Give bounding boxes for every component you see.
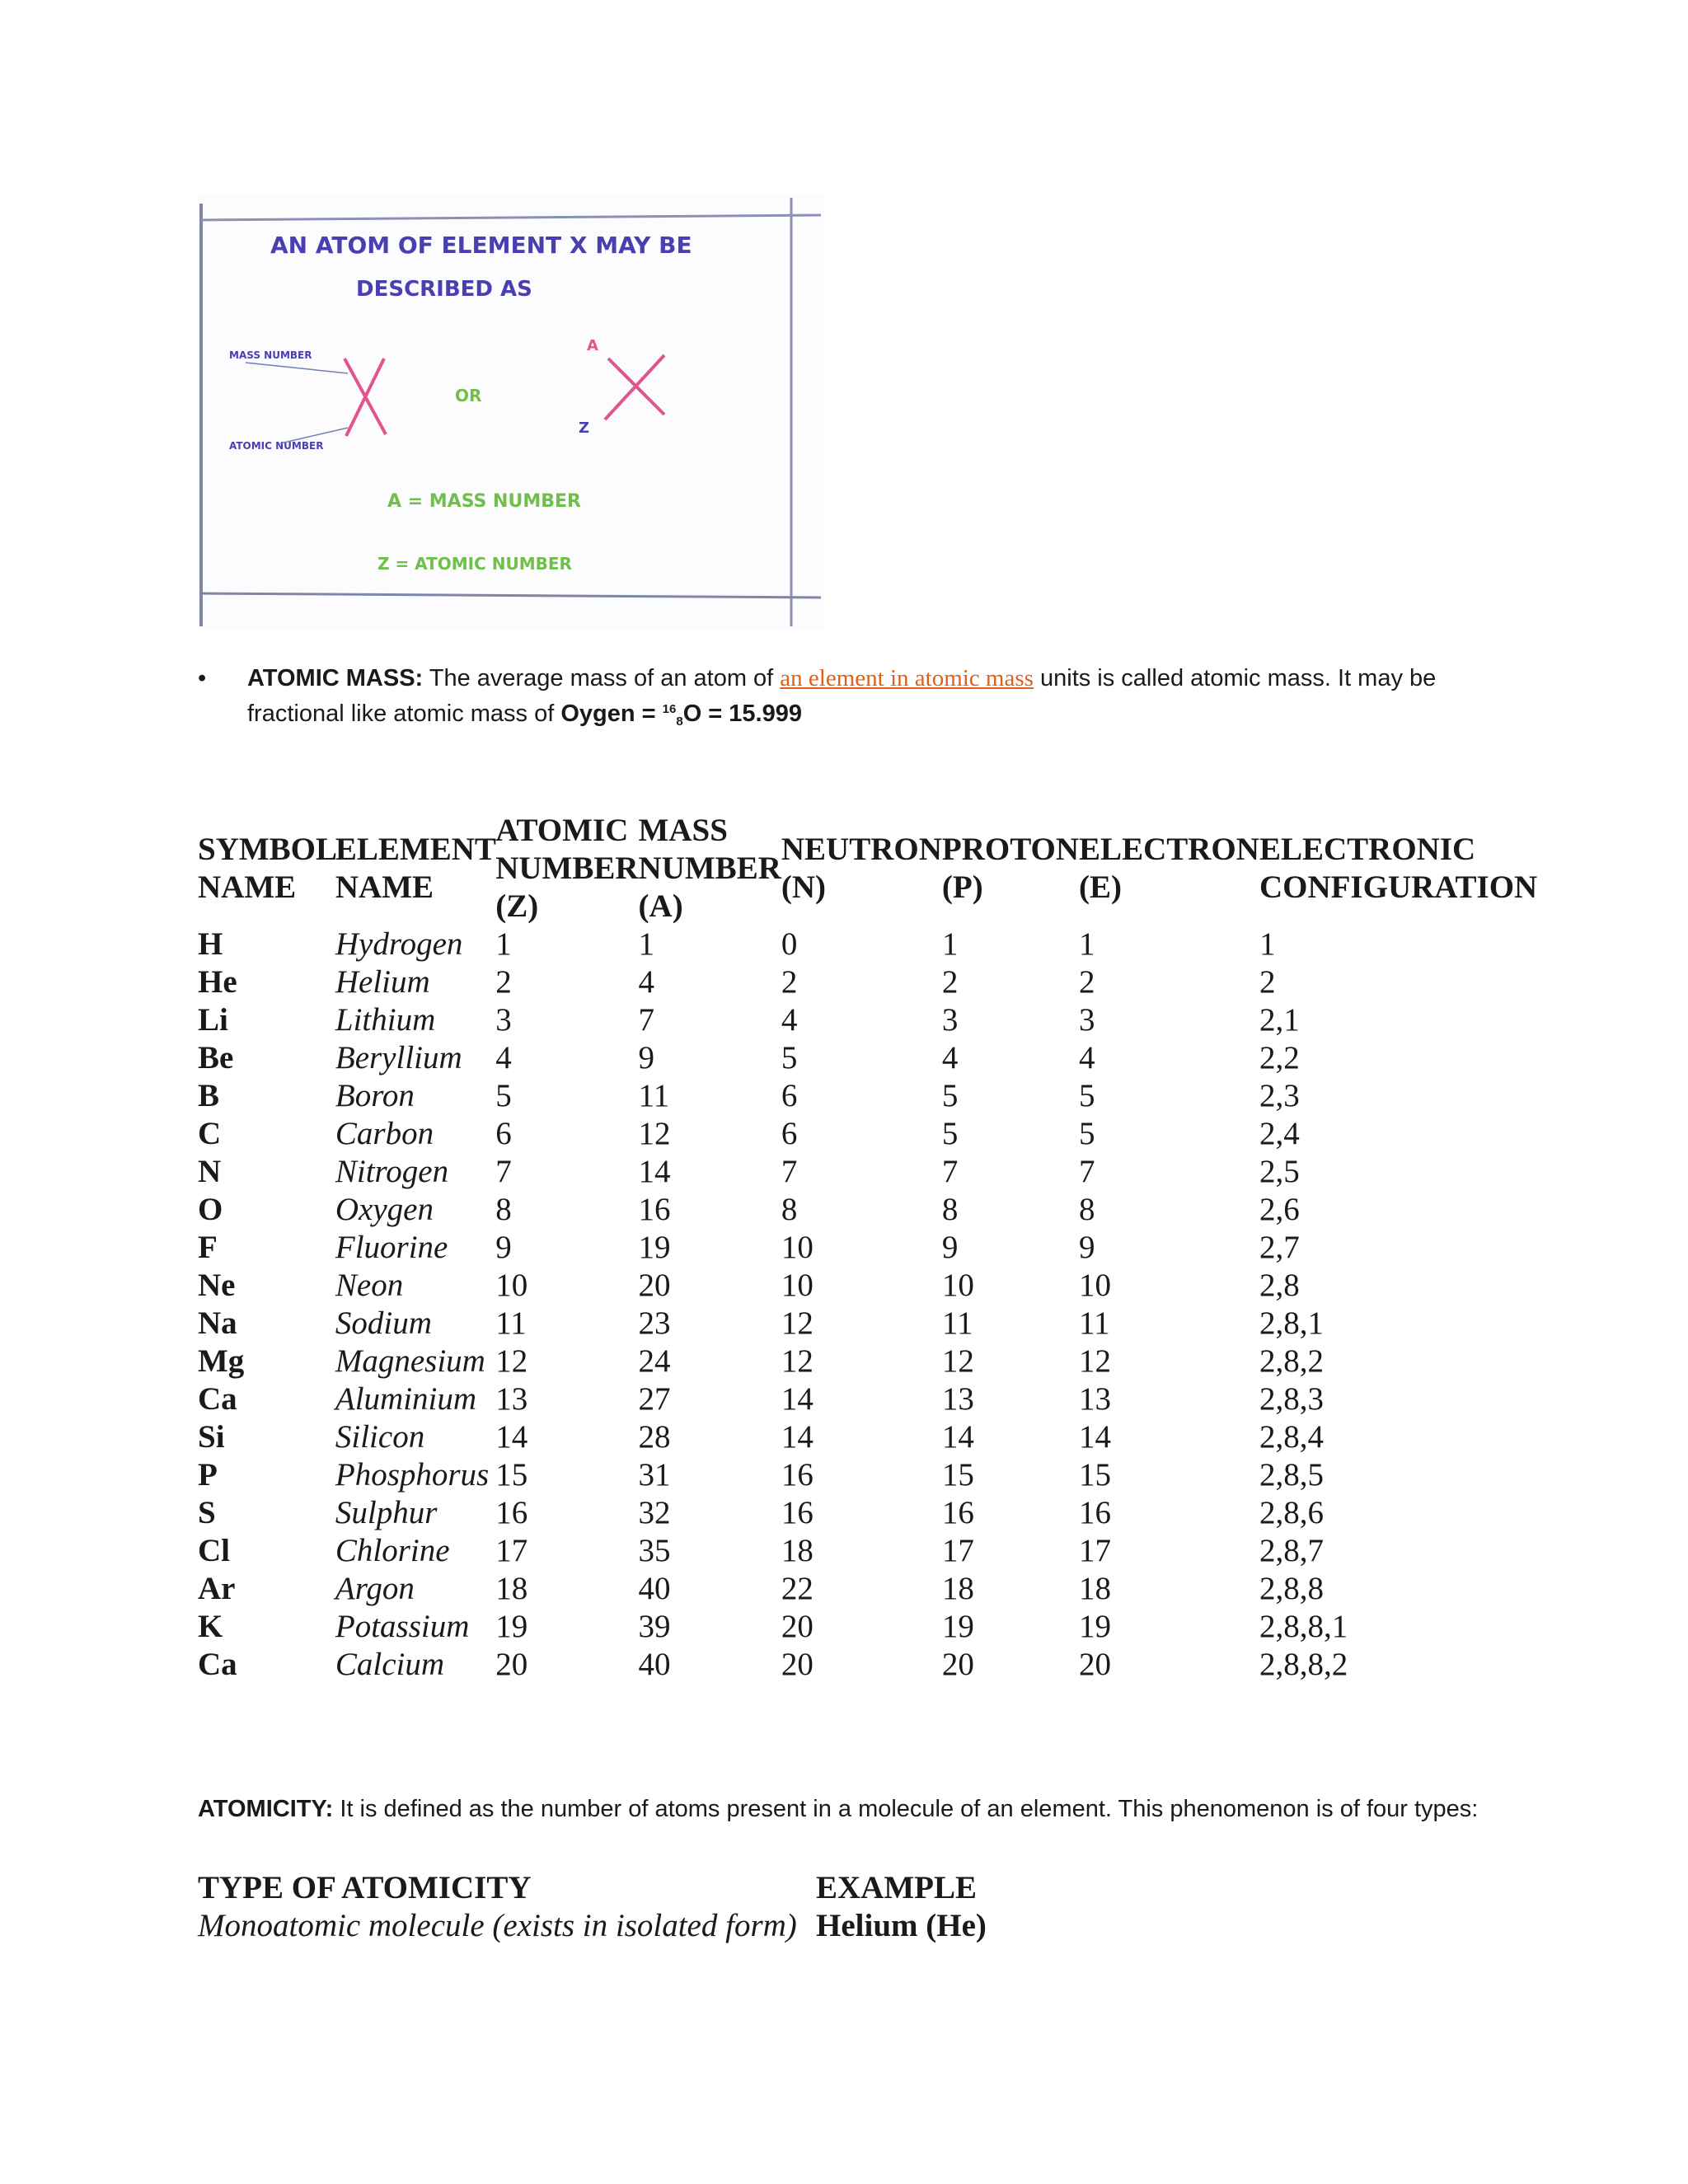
neutron-cell: 16 — [781, 1457, 814, 1493]
symbol-cell: Ca — [198, 1647, 237, 1682]
element-name-cell: Boron — [335, 1078, 415, 1113]
atomic-number-cell: 12 — [495, 1343, 528, 1379]
element-name-cell: Fluorine — [335, 1230, 448, 1265]
proton-cell: 9 — [941, 1230, 959, 1265]
electron-cell: 3 — [1079, 1002, 1095, 1038]
electron-cell: 19 — [1079, 1609, 1112, 1644]
configuration-cell: 2,1 — [1259, 1002, 1300, 1038]
proton-cell: 16 — [941, 1495, 974, 1530]
atomic-number-cell: 4 — [495, 1040, 512, 1076]
element-name-cell: Argon — [335, 1571, 415, 1606]
table-row — [198, 963, 1537, 1001]
mass-number-cell: 19 — [638, 1230, 671, 1265]
element-name-cell: Chlorine — [335, 1533, 450, 1568]
mass-number-cell: 40 — [638, 1647, 671, 1682]
element-name-cell: Neon — [335, 1268, 404, 1303]
table-row — [198, 1305, 1537, 1343]
mass-number-cell: 12 — [638, 1116, 671, 1151]
neutron-cell: 6 — [781, 1078, 798, 1113]
configuration-cell: 2,4 — [1259, 1116, 1300, 1151]
neutron-cell: 5 — [781, 1040, 798, 1076]
mass-number-cell: 20 — [638, 1268, 671, 1303]
table-row — [198, 1646, 1537, 1684]
element-name-cell: Phosphorus — [335, 1457, 490, 1493]
electron-cell: 8 — [1079, 1192, 1095, 1227]
table-row — [198, 1267, 1537, 1305]
mass-number-label: MASS NUMBER — [229, 349, 312, 361]
electron-cell: 11 — [1079, 1305, 1110, 1341]
atomicity-paragraph — [198, 1795, 1492, 1824]
symbol-cell: Ar — [198, 1571, 236, 1606]
mass-number-cell: 28 — [638, 1419, 671, 1455]
configuration-cell: 2,8,8,2 — [1259, 1647, 1348, 1682]
atomic-number-cell: 11 — [495, 1305, 527, 1341]
symbol-cell: Ne — [198, 1268, 236, 1303]
atomic-mass-paragraph — [247, 663, 1500, 737]
proton-cell: 2 — [941, 964, 959, 1000]
neutron-cell: 2 — [781, 964, 798, 1000]
proton-cell: 11 — [941, 1305, 973, 1341]
configuration-cell: 2,6 — [1259, 1192, 1300, 1227]
proton-cell: 13 — [941, 1381, 974, 1417]
table-row — [198, 1494, 1537, 1532]
table-row — [198, 1115, 1537, 1153]
table-row — [198, 1570, 1537, 1608]
atomic-number-cell: 8 — [495, 1192, 512, 1227]
element-table-body — [198, 926, 1537, 1684]
figure-headline: AN ATOM OF ELEMENT X MAY BE — [270, 232, 692, 259]
table-row — [198, 926, 1537, 963]
header-electron: ELECTRON (E) — [1079, 832, 1259, 905]
atomic-mass-heading: ATOMIC MASS: — [247, 665, 424, 691]
proton-cell: 15 — [941, 1457, 974, 1493]
proton-cell: 5 — [941, 1078, 959, 1113]
table-row — [198, 1229, 1537, 1267]
configuration-cell: 2,8 — [1259, 1268, 1300, 1303]
mass-superscript: 16 — [662, 702, 677, 716]
symbol-cell: C — [198, 1116, 222, 1151]
proton-cell: 1 — [941, 926, 959, 962]
element-name-cell: Oxygen — [335, 1192, 434, 1227]
mass-number-cell: 11 — [638, 1078, 670, 1113]
symbol-cell: Na — [198, 1305, 237, 1341]
element-name-cell: Calcium — [335, 1647, 445, 1682]
electron-cell: 5 — [1079, 1078, 1095, 1113]
atomic-letter-z: Z — [579, 419, 590, 437]
electron-cell: 2 — [1079, 964, 1095, 1000]
bullet-marker: • — [198, 665, 207, 691]
symbol-cell: P — [198, 1457, 218, 1493]
element-name-cell: Nitrogen — [335, 1154, 449, 1189]
configuration-cell: 2,8,2 — [1259, 1343, 1324, 1379]
electron-cell: 15 — [1079, 1457, 1112, 1493]
mass-number-cell: 23 — [638, 1305, 671, 1341]
configuration-cell: 2,3 — [1259, 1078, 1300, 1113]
atomicity-heading: ATOMICITY: — [198, 1796, 334, 1822]
configuration-cell: 2 — [1259, 964, 1276, 1000]
electron-cell: 1 — [1079, 926, 1095, 962]
atom-notation-figure — [198, 194, 824, 630]
table-row — [198, 1608, 1537, 1646]
configuration-cell: 2,5 — [1259, 1154, 1300, 1189]
element-name-cell: Potassium — [335, 1609, 470, 1644]
atomic-number-cell: 20 — [495, 1647, 528, 1682]
table-row — [198, 1077, 1537, 1115]
configuration-cell: 2,2 — [1259, 1040, 1300, 1076]
neutron-cell: 16 — [781, 1495, 814, 1530]
mass-number-cell: 31 — [638, 1457, 671, 1493]
atomic-number-cell: 19 — [495, 1609, 528, 1644]
atomicity-example-cell: Helium (He) — [816, 1908, 987, 1943]
symbol-cell: Si — [198, 1419, 225, 1455]
element-name-cell: Sodium — [335, 1305, 432, 1341]
neutron-cell: 20 — [781, 1647, 814, 1682]
symbol-cell: N — [198, 1154, 222, 1189]
figure-subheadline: DESCRIBED AS — [356, 277, 532, 302]
symbol-cell: H — [198, 926, 223, 962]
neutron-cell: 18 — [781, 1533, 814, 1568]
proton-cell: 10 — [941, 1268, 974, 1303]
header-element-name: ELEMENT NAME — [335, 832, 496, 905]
atomic-mass-link[interactable]: an element in atomic mass — [780, 665, 1034, 691]
mass-number-cell: 32 — [638, 1495, 671, 1530]
configuration-cell: 2,8,3 — [1259, 1381, 1324, 1417]
element-table-header-row — [198, 812, 1537, 926]
symbol-cell: F — [198, 1230, 218, 1265]
neutron-cell: 10 — [781, 1230, 814, 1265]
atomic-mass-text-before: The average mass of an atom of — [423, 665, 781, 691]
electron-cell: 5 — [1079, 1116, 1095, 1151]
neutron-cell: 0 — [781, 926, 798, 962]
proton-cell: 20 — [941, 1647, 974, 1682]
electron-cell: 14 — [1079, 1419, 1112, 1455]
symbol-cell: Li — [198, 1002, 228, 1038]
mass-number-cell: 1 — [638, 926, 655, 962]
atomic-number-cell: 7 — [495, 1154, 512, 1189]
header-mass-number: MASS NUMBER (A) — [638, 813, 781, 924]
element-name-cell: Beryllium — [335, 1040, 462, 1076]
atomic-number-cell: 18 — [495, 1571, 528, 1606]
header-atomic-number: ATOMIC NUMBER (Z) — [495, 813, 639, 924]
atomic-number-cell: 6 — [495, 1116, 512, 1151]
element-table — [198, 812, 1537, 1684]
neutron-cell: 8 — [781, 1192, 798, 1227]
element-name-cell: Helium — [335, 964, 430, 1000]
atomicity-types-table — [198, 1869, 987, 1945]
symbol-cell: Cl — [198, 1533, 230, 1568]
header-neutron: NEUTRON (N) — [781, 832, 942, 905]
header-symbol-name: SYMBOL NAME — [198, 832, 335, 905]
definition-z: Z = ATOMIC NUMBER — [377, 554, 572, 574]
neutron-cell: 10 — [781, 1268, 814, 1303]
header-example: EXAMPLE — [816, 1870, 977, 1905]
proton-cell: 8 — [941, 1192, 959, 1227]
symbol-cell: O — [198, 1192, 223, 1227]
element-name-cell: Lithium — [335, 1002, 436, 1038]
proton-cell: 7 — [941, 1154, 959, 1189]
atomic-subscript: 8 — [676, 715, 683, 729]
oxygen-formula — [560, 701, 802, 727]
configuration-cell: 2,7 — [1259, 1230, 1300, 1265]
neutron-cell: 7 — [781, 1154, 798, 1189]
mass-number-cell: 39 — [638, 1609, 671, 1644]
neutron-cell: 12 — [781, 1343, 814, 1379]
atomic-number-cell: 14 — [495, 1419, 528, 1455]
mass-number-cell: 27 — [638, 1381, 671, 1417]
atomic-number-label: ATOMIC NUMBER — [229, 440, 324, 452]
atomic-number-cell: 15 — [495, 1457, 528, 1493]
oxygen-label: Oygen = — [560, 701, 663, 727]
table-row — [198, 1001, 1537, 1039]
element-name-cell: Magnesium — [335, 1343, 485, 1379]
configuration-cell: 2,8,4 — [1259, 1419, 1324, 1455]
table-row — [198, 1039, 1537, 1077]
symbol-cell: K — [198, 1609, 223, 1644]
proton-cell: 12 — [941, 1343, 974, 1379]
neutron-cell: 12 — [781, 1305, 814, 1341]
atomic-number-cell: 5 — [495, 1078, 512, 1113]
proton-cell: 14 — [941, 1419, 974, 1455]
table-row — [198, 1532, 1537, 1570]
header-electronic-configuration: ELECTRONIC CONFIGURATION — [1259, 832, 1538, 905]
table-row — [198, 1418, 1537, 1456]
symbol-cell: Ca — [198, 1381, 237, 1417]
configuration-cell: 2,8,7 — [1259, 1533, 1324, 1568]
atomic-number-cell: 17 — [495, 1533, 528, 1568]
header-proton: PROTON (P) — [941, 832, 1080, 905]
or-text: OR — [455, 386, 482, 405]
neutron-cell: 4 — [781, 1002, 798, 1038]
configuration-cell: 2,8,8 — [1259, 1571, 1324, 1606]
mass-number-cell: 40 — [638, 1571, 671, 1606]
neutron-cell: 14 — [781, 1381, 814, 1417]
atomic-number-cell: 10 — [495, 1268, 528, 1303]
proton-cell: 17 — [941, 1533, 974, 1568]
mass-letter-a: A — [587, 337, 598, 354]
mass-number-cell: 9 — [638, 1040, 655, 1076]
oxygen-value: O = 15.999 — [682, 701, 802, 727]
atomic-mass-text-after: units is called atomic mass. It may be fractional like atomic mass of — [247, 665, 1437, 727]
types-table-header-row — [198, 1869, 987, 1907]
table-row — [198, 1907, 987, 1945]
configuration-cell: 1 — [1259, 926, 1276, 962]
table-row — [198, 1456, 1537, 1494]
electron-cell: 4 — [1079, 1040, 1095, 1076]
neutron-cell: 14 — [781, 1419, 814, 1455]
electron-cell: 20 — [1079, 1647, 1112, 1682]
mass-number-cell: 16 — [638, 1192, 671, 1227]
mass-number-cell: 7 — [638, 1002, 655, 1038]
neutron-cell: 22 — [781, 1571, 814, 1606]
atomic-number-cell: 3 — [495, 1002, 512, 1038]
neutron-cell: 6 — [781, 1116, 798, 1151]
mass-number-cell: 14 — [638, 1154, 671, 1189]
atomic-number-cell: 1 — [495, 926, 512, 962]
table-row — [198, 1191, 1537, 1229]
symbol-cell: Mg — [198, 1343, 245, 1379]
mass-number-cell: 35 — [638, 1533, 671, 1568]
header-type-of-atomicity: TYPE OF ATOMICITY — [198, 1870, 532, 1905]
configuration-cell: 2,8,5 — [1259, 1457, 1324, 1493]
symbol-cell: He — [198, 964, 237, 1000]
electron-cell: 16 — [1079, 1495, 1112, 1530]
proton-cell: 18 — [941, 1571, 974, 1606]
table-row — [198, 1153, 1537, 1191]
electron-cell: 13 — [1079, 1381, 1112, 1417]
definition-a: A = MASS NUMBER — [387, 491, 581, 512]
electron-cell: 7 — [1079, 1154, 1095, 1189]
element-name-cell: Silicon — [335, 1419, 425, 1455]
atomic-number-cell: 16 — [495, 1495, 528, 1530]
element-name-cell: Aluminium — [335, 1381, 477, 1417]
element-name-cell: Sulphur — [335, 1495, 438, 1530]
table-row — [198, 1343, 1537, 1380]
configuration-cell: 2,8,1 — [1259, 1305, 1324, 1341]
electron-cell: 9 — [1079, 1230, 1095, 1265]
mass-number-cell: 4 — [638, 964, 655, 1000]
atomicity-type-cell: Monoatomic molecule (exists in isolated form) — [198, 1908, 797, 1943]
table-row — [198, 1380, 1537, 1418]
electron-cell: 12 — [1079, 1343, 1112, 1379]
atomic-number-cell: 13 — [495, 1381, 528, 1417]
symbol-cell: S — [198, 1495, 216, 1530]
electron-cell: 17 — [1079, 1533, 1112, 1568]
configuration-cell: 2,8,8,1 — [1259, 1609, 1348, 1644]
symbol-cell: Be — [198, 1040, 234, 1076]
mass-number-cell: 24 — [638, 1343, 671, 1379]
proton-cell: 19 — [941, 1609, 974, 1644]
handwritten-notation-sketch — [198, 194, 824, 630]
atomic-mass-bullet — [198, 663, 1500, 737]
atomic-number-cell: 9 — [495, 1230, 512, 1265]
electron-cell: 10 — [1079, 1268, 1112, 1303]
electron-cell: 18 — [1079, 1571, 1112, 1606]
element-name-cell: Hydrogen — [335, 926, 463, 962]
proton-cell: 4 — [941, 1040, 959, 1076]
symbol-cell: B — [198, 1078, 220, 1113]
atomicity-text: It is defined as the number of atoms present in a molecule of an element. This phenomenon is of four types: — [333, 1796, 1479, 1822]
element-name-cell: Carbon — [335, 1116, 434, 1151]
proton-cell: 5 — [941, 1116, 959, 1151]
configuration-cell: 2,8,6 — [1259, 1495, 1324, 1530]
neutron-cell: 20 — [781, 1609, 814, 1644]
proton-cell: 3 — [941, 1002, 959, 1038]
atomic-number-cell: 2 — [495, 964, 512, 1000]
